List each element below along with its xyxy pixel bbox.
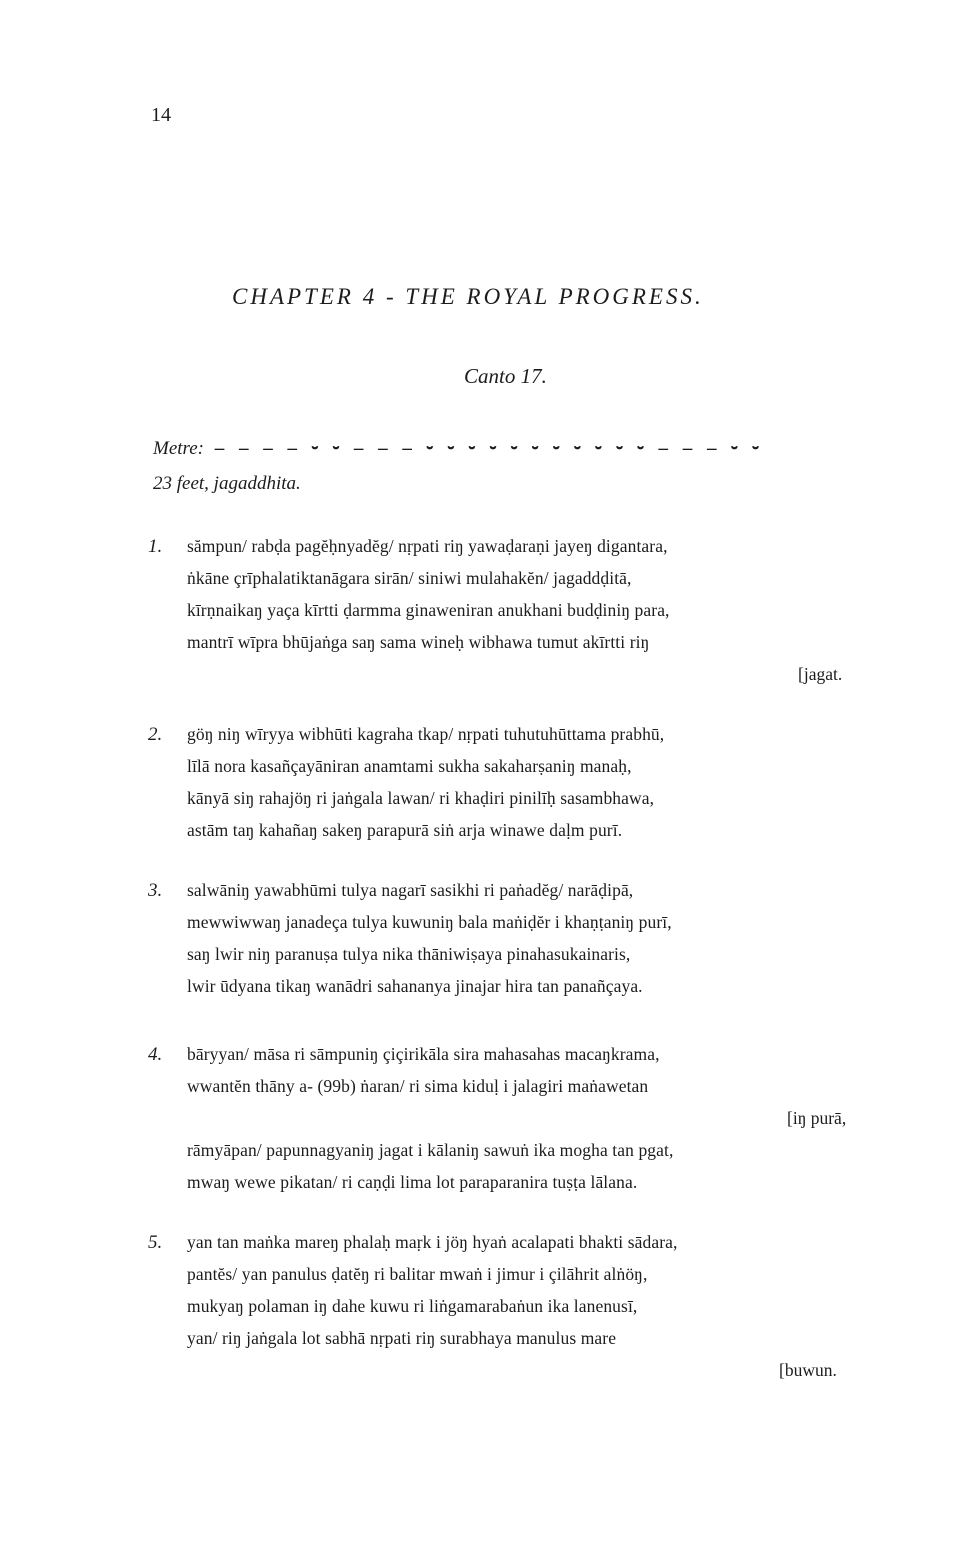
chapter-title: CHAPTER 4 - THE ROYAL PROGRESS. <box>232 284 704 309</box>
verse-line: sămpun/ rabḍa pagĕḥnyadĕg/ nṛpati riŋ yawaḍaraṇi jayeŋ digantara, <box>187 536 668 556</box>
stanza-number: 2. <box>148 724 163 745</box>
verse-line: rāmyāpan/ papunnagyaniŋ jagat i kālaniŋ sawuṅ ika mogha tan pgat, <box>187 1140 674 1160</box>
metre-pattern: – – – – ⏑ ⏑ – – – ⏑ ⏑ ⏑ ⏑ ⏑ ⏑ ⏑ ⏑ ⏑ ⏑ ⏑ – – – ⏑ ⏑ <box>214 438 764 459</box>
page-number: 14 <box>151 104 171 126</box>
verse-line: kānyā siŋ rahajöŋ ri jaṅgala lawan/ ri khaḍiri pinilīḥ sasambhawa, <box>187 788 655 808</box>
stanza-number: 3. <box>148 880 163 901</box>
verse-line: mantrī wīpra bhūjaṅga saŋ sama wineḥ wibhawa tumut akīrtti riŋ <box>187 632 650 652</box>
stanza-number: 5. <box>148 1232 163 1253</box>
verse-line: kīrṇnaikaŋ yaça kīrtti ḍarmma ginaweniran anukhani budḍiniŋ para, <box>187 600 670 620</box>
verse-line: bāryyan/ māsa ri sāmpuniŋ çiçirikāla sira mahasahas macaŋkrama, <box>187 1044 660 1064</box>
verse-line: wwantĕn thāny a- (99b) ṅaran/ ri sima kiduḷ i jalagiri maṅawetan <box>187 1076 649 1096</box>
verse-line: astām taŋ kahañaŋ sakeŋ parapurā siṅ arja winawe daḷm purī. <box>187 820 623 840</box>
verse-line: pantĕs/ yan panulus ḍatĕŋ ri balitar mwaṅ i jimur i çilāhrit alṅöŋ, <box>187 1264 648 1284</box>
verse-line: līlā nora kasañçayāniran anamtami sukha sakaharṣaniŋ manaḥ, <box>187 756 632 776</box>
verse-line: mewwiwwaŋ janadeça tulya kuwuniŋ bala maṅiḍĕr i khaṇṭaniŋ purī, <box>187 912 672 932</box>
verse-line: yan tan maṅka mareŋ phalaḥ maṛk i jöŋ hyaṅ acalapati bhakti sādara, <box>187 1232 678 1252</box>
stanza-number: 1. <box>148 536 163 557</box>
verse-line: lwir ūdyana tikaŋ wanādri sahananya jinajar hira tan panañçaya. <box>187 976 643 996</box>
verse-line: göŋ niŋ wīryya wibhūti kagraha tkap/ nṛpati tuhutuhūttama prabhū, <box>187 724 665 744</box>
verse-continuation: [buwun. <box>779 1360 837 1380</box>
verse-line: saŋ lwir niŋ paranuṣa tulya nika thāniwiṣaya pinahasukainaris, <box>187 944 631 964</box>
verse-continuation: [iŋ purā, <box>787 1108 847 1128</box>
stanza-number: 4. <box>148 1044 163 1065</box>
verse-line: mukyaŋ polaman iŋ dahe kuwu ri liṅgamarabaṅun ika lanenusī, <box>187 1296 638 1316</box>
verse-line: yan/ riŋ jaṅgala lot sabhā nṛpati riŋ surabhaya manulus mare <box>187 1328 617 1348</box>
verse-line: salwāniŋ yawabhūmi tulya nagarī sasikhi ri paṅadĕg/ narāḍipā, <box>187 880 634 900</box>
metre-line <box>153 438 764 460</box>
metre-feet: 23 feet, jagaddhita. <box>153 473 301 494</box>
verse-continuation: [jagat. <box>798 664 843 684</box>
metre-label: Metre: <box>153 438 204 459</box>
verse-line: mwaŋ wewe pikatan/ ri caṇḍi lima lot paraparanira tuṣṭa lālana. <box>187 1172 638 1192</box>
canto-title: Canto 17. <box>464 364 547 388</box>
verse-line: ṅkāne çrīphalatiktanāgara sirān/ siniwi mulahakĕn/ jagaddḍitā, <box>187 568 632 588</box>
